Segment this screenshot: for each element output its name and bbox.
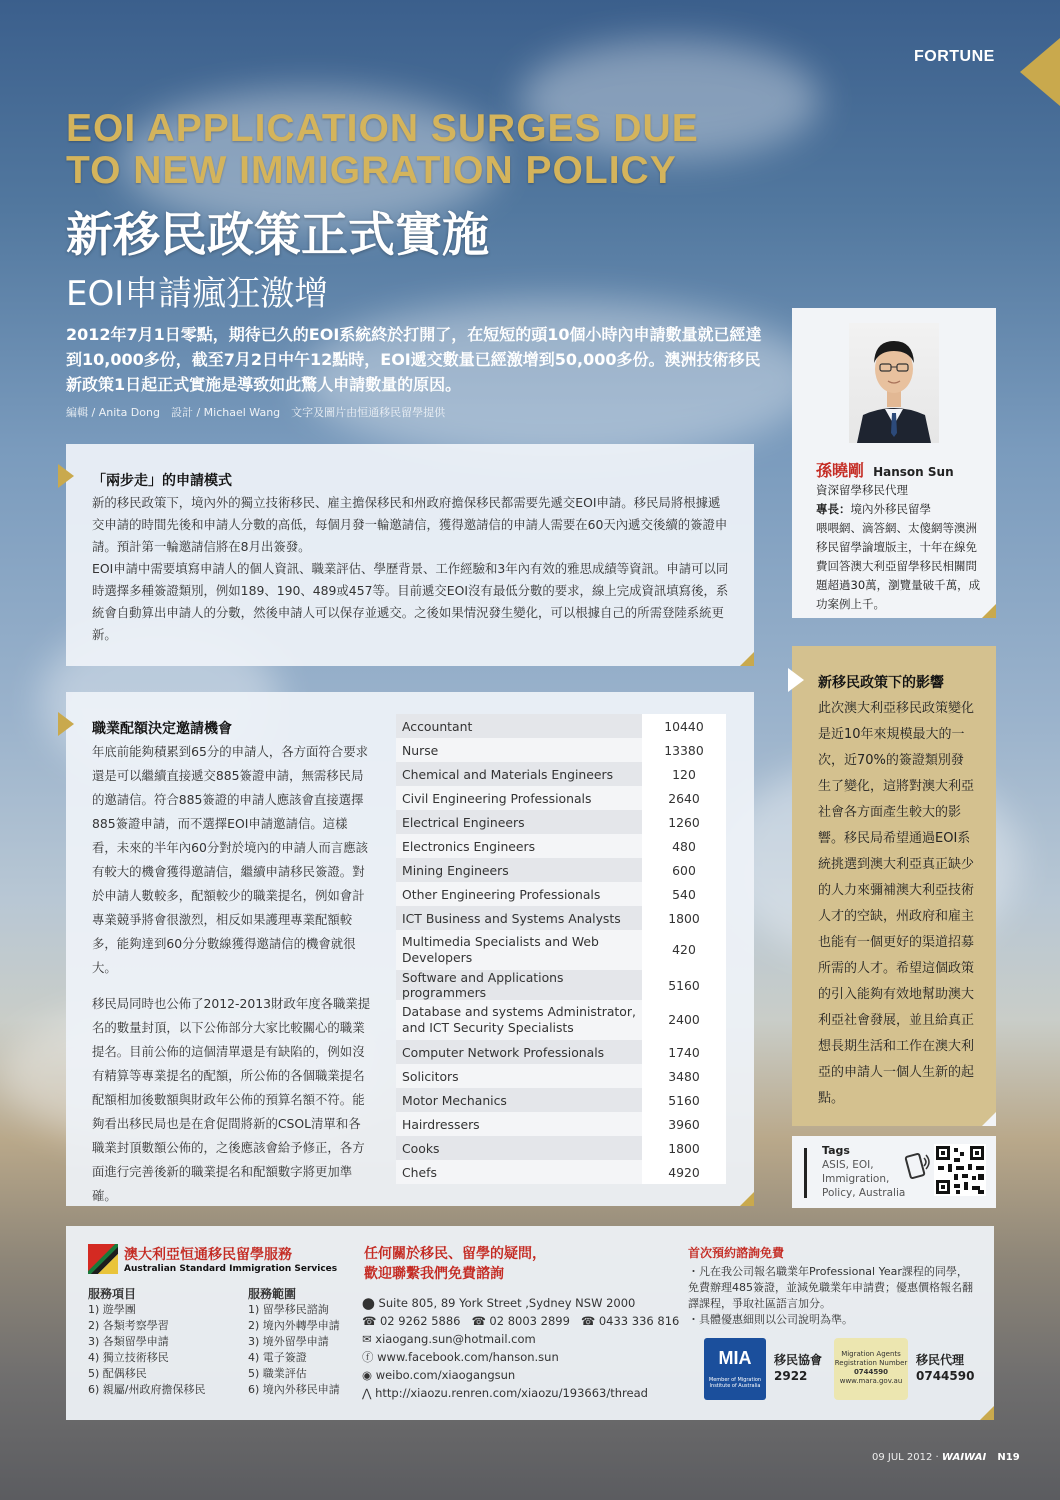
mobile-icon: ☎ xyxy=(580,1314,596,1328)
mara-number: 0744590 xyxy=(853,1368,889,1376)
occupation-quota-table xyxy=(396,714,726,1184)
occupation-name: Other Engineering Professionals xyxy=(396,882,642,906)
occupation-name: Motor Mechanics xyxy=(396,1088,642,1112)
occupation-quota: 420 xyxy=(642,930,726,970)
impact-arrow-icon xyxy=(788,668,804,692)
scope-list xyxy=(248,1286,368,1398)
occupation-quota: 1260 xyxy=(642,810,726,834)
occupation-name: Software and Applications programmers xyxy=(396,970,642,1000)
tags-value: ASIS, EOI, Immigration, Policy, Australia xyxy=(822,1159,906,1199)
title-english xyxy=(66,108,786,192)
specialty-value: 境內外移民留學 xyxy=(850,502,931,516)
corner-fold xyxy=(740,652,754,666)
section1-paragraph2: EOI申請中需要填寫申請人的個人資訊、職業評估、學歷背景、工作經驗和3年內有效的雅思成績等資訊。申請可以同時選擇多種簽證類別，例如189、190、489或457等。目前遞交EOI沒有最低分數的要求，線上完成資訊填寫後，系統會自動算出申請人的分數，然後申請人可以保存並遞交。之後如果情況發生變化，可以根據自己的所需登陸系統更新。 xyxy=(92,561,729,642)
occupation-quota: 3480 xyxy=(642,1064,726,1088)
service-item: 2) 各類考察學習 xyxy=(88,1319,169,1332)
contact-cta xyxy=(364,1244,546,1284)
occupation-quota: 600 xyxy=(642,858,726,882)
offer-details xyxy=(688,1264,976,1328)
section1-arrow-icon xyxy=(58,464,74,488)
mia-logo-text: MIA xyxy=(718,1348,752,1368)
corner-fold xyxy=(740,1192,754,1206)
table-row xyxy=(396,1136,726,1160)
agent-registration xyxy=(916,1352,974,1384)
cta-line2: 歡迎聯繫我們免費諮詢 xyxy=(364,1266,504,1282)
occupation-name: Accountant xyxy=(396,714,642,738)
mia-caption: Member of Migration Institute of Australia xyxy=(708,1377,762,1389)
occupation-quota: 2640 xyxy=(642,786,726,810)
author-name-zh: 孫曉剛 xyxy=(816,461,865,480)
scope-item: 1) 留學移民諮詢 xyxy=(248,1303,329,1316)
corner-fold xyxy=(982,1112,996,1126)
scope-item: 2) 境內外轉學申請 xyxy=(248,1319,340,1332)
page-number: N19 xyxy=(997,1452,1020,1463)
section2-arrow-icon xyxy=(58,712,74,736)
occupation-name: Mining Engineers xyxy=(396,858,642,882)
service-item: 3) 各類留學申請 xyxy=(88,1335,169,1348)
occupation-quota: 540 xyxy=(642,882,726,906)
table-row xyxy=(396,714,726,738)
occupation-name: ICT Business and Systems Analysts xyxy=(396,906,642,930)
occupation-name: Chemical and Materials Engineers xyxy=(396,762,642,786)
occupation-name: Database and systems Administrator, and ICT Security Specialists xyxy=(396,1000,642,1040)
specialty-label: 專長： xyxy=(816,502,851,516)
mia-label: 移民協會 xyxy=(774,1353,823,1367)
scope-title: 服務範圍 xyxy=(248,1287,297,1301)
facebook-icon: ⓕ xyxy=(362,1350,374,1364)
occupation-name: Cooks xyxy=(396,1136,642,1160)
title-chinese: 新移民政策正式實施 xyxy=(66,208,489,263)
company-flag-logo xyxy=(88,1244,118,1278)
section1-panel xyxy=(66,444,754,666)
corner-fold xyxy=(982,604,996,618)
service-item: 6) 親屬/州政府擔保移民 xyxy=(88,1383,206,1396)
author-role: 資深留學移民代理 xyxy=(816,483,908,497)
impact-box xyxy=(792,646,996,1126)
section1-title: 「兩步走」的申請模式 xyxy=(92,473,232,489)
company-name-en: Australian Standard Immigration Services xyxy=(124,1264,338,1274)
title-english-line2: TO NEW IMMIGRATION POLICY xyxy=(66,149,677,192)
tags-label: Tags xyxy=(822,1144,850,1157)
phone-scan-icon xyxy=(902,1150,932,1184)
occupation-quota: 120 xyxy=(642,762,726,786)
author-name-en: Hanson Sun xyxy=(873,465,954,479)
corner-fold xyxy=(980,1406,994,1420)
phone-2[interactable]: 02 8003 2899 xyxy=(489,1314,570,1328)
agent-label: 移民代理 xyxy=(916,1353,965,1367)
renren-icon: ⋀ xyxy=(362,1386,372,1400)
table-row xyxy=(396,834,726,858)
address: Suite 805, 89 York Street ,Sydney NSW 2000 xyxy=(378,1296,636,1310)
service-item: 4) 獨立技術移民 xyxy=(88,1351,169,1364)
scope-item: 4) 電子簽證 xyxy=(248,1351,307,1364)
table-row xyxy=(396,970,726,1000)
section1-body xyxy=(92,492,732,646)
table-row xyxy=(396,858,726,882)
occupation-quota: 10440 xyxy=(642,714,726,738)
occupation-name: Computer Network Professionals xyxy=(396,1040,642,1064)
author-specialty xyxy=(816,500,986,519)
footer-ad xyxy=(66,1226,994,1420)
occupation-quota: 3960 xyxy=(642,1112,726,1136)
occupation-name: Civil Engineering Professionals xyxy=(396,786,642,810)
services-list xyxy=(88,1286,238,1398)
occupation-name: Electrical Engineers xyxy=(396,810,642,834)
mara-url: www.mara.gov.au xyxy=(839,1377,903,1385)
mia-membership xyxy=(774,1352,822,1384)
phone-3[interactable]: 0433 336 816 xyxy=(598,1314,680,1328)
weibo-link[interactable]: weibo.com/xiaogangsun xyxy=(375,1368,516,1382)
occupation-quota: 5160 xyxy=(642,970,726,1000)
author-bio: 喂喂網、滴答網、太傻網等澳洲移民留學論壇版主，十年在線免費回答澳大利亞留學移民相關問題超過30萬，瀏覽量破千萬，成功案例上千。 xyxy=(816,521,981,611)
author-name xyxy=(816,458,986,481)
table-row xyxy=(396,1088,726,1112)
tags-box xyxy=(792,1136,996,1208)
occupation-quota: 480 xyxy=(642,834,726,858)
section2-paragraph1: 年底前能夠積累到65分的申請人，各方面符合要求還是可以繼續直接遞交885簽證申請，無需移民局的邀請信。符合885簽證的申請人應該會直接選擇885簽證申請，而不選擇EOI申請邀請信。這樣看，未來的半年內60分對於境內的申請人而言應該有較大的機會獲得邀請信，繼續申請移民簽證。對於申請人數較多，配額較少的職業提名，例如會計專業競爭將會很激烈，相反如果護理專業配額較多，能夠達到60分分數線獲得邀請信的機會就很大。 xyxy=(92,744,368,975)
table-row xyxy=(396,1064,726,1088)
table-row xyxy=(396,1160,726,1184)
qr-code-icon[interactable] xyxy=(934,1144,986,1196)
impact-text: 此次澳大利亞移民政策變化是近10年來規模最大的一次，近70%的簽證類別發生了變化，這將對澳大利亞社會各方面產生較大的影響。移民局希望通過EOI系統挑選到澳大利亞真正缺少的人力來彌補澳大利亞技術人才的空缺，州政府和雇主也能有一個更好的渠道招募所需的人才。希望這個政策的引入能夠有效地幫助澳大利亞社會發展，並且給真正想長期生活和工作在澳大利亞的申請人一個人生新的起點。 xyxy=(818,701,975,1106)
section-label: FORTUNE xyxy=(914,48,995,65)
occupation-quota: 13380 xyxy=(642,738,726,762)
table-row xyxy=(396,810,726,834)
occupation-name: Solicitors xyxy=(396,1064,642,1088)
occupation-quota: 1800 xyxy=(642,906,726,930)
service-item: 5) 配偶移民 xyxy=(88,1367,147,1380)
scope-item: 6) 境內外移民申請 xyxy=(248,1383,340,1396)
mia-logo xyxy=(704,1338,766,1400)
services-title: 服務項目 xyxy=(88,1287,137,1301)
table-row xyxy=(396,738,726,762)
contact-details xyxy=(362,1294,692,1402)
mara-line2: Registration Number xyxy=(834,1359,908,1367)
fax-icon: ☎ xyxy=(471,1314,486,1328)
issue-date: 09 JUL 2012 · xyxy=(872,1452,939,1463)
scope-item: 5) 職業評估 xyxy=(248,1367,307,1380)
mia-number: 2922 xyxy=(774,1369,808,1383)
table-row xyxy=(396,1000,726,1040)
occupation-quota: 5160 xyxy=(642,1088,726,1112)
offer-item-1: ・凡在我公司報名職業年Professional Year課程的同學，免費辦理485簽證，並減免職業年申請費；優惠價格報名翻譯課程，爭取社區語言加分。 xyxy=(688,1265,973,1310)
impact-title: 新移民政策下的影響 xyxy=(818,675,944,691)
occupation-name: Hairdressers xyxy=(396,1112,642,1136)
author-photo xyxy=(849,323,939,443)
agent-number: 0744590 xyxy=(916,1369,975,1383)
section2-title: 職業配額決定邀請機會 xyxy=(92,721,232,737)
occupation-name: Multimedia Specialists and Web Developers xyxy=(396,930,642,970)
lead-paragraph: 2012年7月1日零點，期待已久的EOI系統終於打開了，在短短的頭10個小時內申請數量就已經達到10,000多份，截至7月2日中午12點時，EOI遞交數量已經激增到50,000多份。澳洲技術移民新政策1日起正式實施是導致如此驚人申請數量的原因。 xyxy=(66,325,762,394)
section2-panel xyxy=(66,692,754,1206)
weibo-icon: ◉ xyxy=(362,1368,373,1382)
occupation-name: Nurse xyxy=(396,738,642,762)
subtitle-chinese: EOI申請瘋狂激增 xyxy=(66,274,329,314)
section1-paragraph1: 新的移民政策下，境內外的獨立技術移民、雇主擔保移民和州政府擔保移民都需要先遞交EOI申請。移民局將根據遞交申請的時間先後和申請人分數的高低，每個月發一輪邀請信，獲得邀請信的申請人需要在60天內遞交後續的簽證申請。預計第一輪邀請信將在8月出簽發。 xyxy=(92,495,728,554)
credits: 編輯 / Anita Dong 設計 / Michael Wang 文字及圖片由恒通移民留學提供 xyxy=(66,406,446,419)
table-row xyxy=(396,1040,726,1064)
email-icon: ✉ xyxy=(362,1332,372,1346)
occupation-quota: 1740 xyxy=(642,1040,726,1064)
company-name-zh: 澳大利亞恒通移民留學服務 xyxy=(124,1247,292,1263)
location-icon: ⬤ xyxy=(362,1296,375,1310)
table-row xyxy=(396,762,726,786)
tags-divider xyxy=(804,1148,807,1198)
offer-item-2: ・具體優惠細則以公司說明為準。 xyxy=(688,1313,853,1326)
email[interactable]: xiaogang.sun@hotmail.com xyxy=(375,1332,536,1346)
phone-1[interactable]: 02 9262 5886 xyxy=(379,1314,461,1328)
facebook-link[interactable]: www.facebook.com/hanson.sun xyxy=(377,1350,559,1364)
cta-line1: 任何關於移民、留學的疑問， xyxy=(364,1246,546,1262)
occupation-quota: 4920 xyxy=(642,1160,726,1184)
offer-title: 首次預約諮詢免費 xyxy=(688,1246,785,1260)
table-row xyxy=(396,906,726,930)
section2-body xyxy=(92,740,372,1208)
mara-badge xyxy=(834,1338,908,1400)
section-marker xyxy=(1020,38,1060,106)
table-row xyxy=(396,930,726,970)
scope-item: 3) 境外留學申請 xyxy=(248,1335,329,1348)
occupation-quota: 2400 xyxy=(642,1000,726,1040)
table-row xyxy=(396,882,726,906)
table-row xyxy=(396,786,726,810)
table-row xyxy=(396,1112,726,1136)
phone-icon: ☎ xyxy=(362,1314,377,1328)
occupation-name: Electronics Engineers xyxy=(396,834,642,858)
title-english-line1: EOI APPLICATION SURGES DUE xyxy=(66,107,699,150)
service-item: 1) 遊學團 xyxy=(88,1303,136,1316)
renren-link[interactable]: http://xiaozu.renren.com/xiaozu/193663/thread xyxy=(375,1386,648,1400)
occupation-quota: 1800 xyxy=(642,1136,726,1160)
magazine-brand: WAIWAI xyxy=(941,1452,987,1463)
mara-line1: Migration Agents xyxy=(841,1350,901,1358)
page-footer xyxy=(872,1452,1020,1463)
section2-paragraph2: 移民局同時也公佈了2012-2013財政年度各職業提名的數量封頂，以下公佈部分大家比較關心的職業提名。目前公佈的這個清單還是有缺陷的，例如沒有精算等專業提名的配額，所公佈的各個職業提名配額相加後數額與財政年公佈的預算名額不符。能夠看出移民局也是在倉促間將新的CSOL清單和各職業封頂數額公佈的，之後應該會給予修正，各方面進行完善後新的職業提名和配額數字將更加準確。 xyxy=(92,996,371,1203)
occupation-name: Chefs xyxy=(396,1160,642,1184)
